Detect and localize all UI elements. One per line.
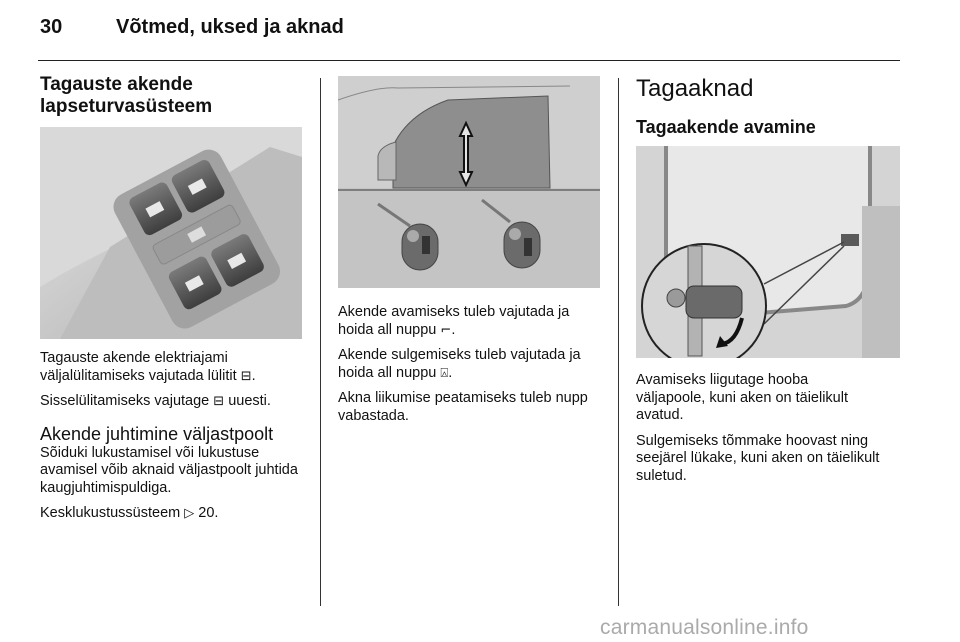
paragraph-child-lock-disable: Tagauste akende elektriajami väljalülitamiseks vajutada lülitit ⊟. (40, 350, 256, 384)
key-unlock-icon: ⌐ (440, 322, 452, 338)
subheading-remote-windows: Akende juhtimine väljastpoolt (40, 423, 274, 444)
child-lock-switch-icon: ⊟ (240, 368, 252, 384)
page-number: 30 (40, 16, 63, 38)
paragraph-child-lock-enable: Sisselülitamiseks vajutage ⊟ uuesti. (40, 393, 271, 409)
chapter-title: Võtmed, uksed ja aknad (116, 16, 344, 38)
section-heading-child-lock: Tagauste akende lapseturvasüsteem (40, 74, 213, 117)
padlock-icon: ⍓ (440, 365, 449, 381)
page-header (40, 16, 344, 39)
reference-arrow-icon: ▷ (184, 506, 195, 521)
paragraph-stop-windows: Akna liikumise peatamiseks tuleb nupp vabastada. (338, 390, 588, 424)
paragraph-remote-windows: Sõiduki lukustamisel või lukustuse avamisel võib aknaid väljastpoolt juhtida kaugjuhtimispuldiga. (40, 444, 298, 496)
header-rule (38, 60, 900, 61)
column-child-lock (40, 74, 306, 531)
paragraph-close-rear-window: Sulgemiseks tõmmake hoovast ning seejärel lükake, kuni aken on täielikult suletud. (636, 432, 880, 484)
paragraph-open-windows: Akende avamiseks tuleb vajutada ja hoida all nuppu ⌐. (338, 304, 570, 338)
window-switch-panel-image (40, 127, 302, 339)
paragraph-open-rear-window: Avamiseks liigutage hooba väljapoole, kuni aken on täielikult avatud. (636, 372, 848, 423)
paragraph-central-locking-ref: Kesklukustussüsteem ▷ 20. (40, 505, 219, 521)
column-divider-left (320, 78, 321, 606)
section-title-rear-windows: Tagaaknad (636, 75, 754, 102)
watermark: carmanualsonline.info (600, 616, 809, 639)
window-remote-key-image (338, 76, 600, 288)
column-rear-windows (636, 74, 902, 493)
rear-window-lever-image (636, 146, 900, 358)
column-remote-control (338, 76, 604, 433)
subheading-open-rear-windows: Tagaakende avamine (636, 117, 816, 137)
paragraph-close-windows: Akende sulgemiseks tuleb vajutada ja hoida all nuppu ⍓. (338, 347, 581, 381)
column-divider-right (618, 78, 619, 606)
child-lock-switch-icon: ⊟ (213, 394, 225, 409)
